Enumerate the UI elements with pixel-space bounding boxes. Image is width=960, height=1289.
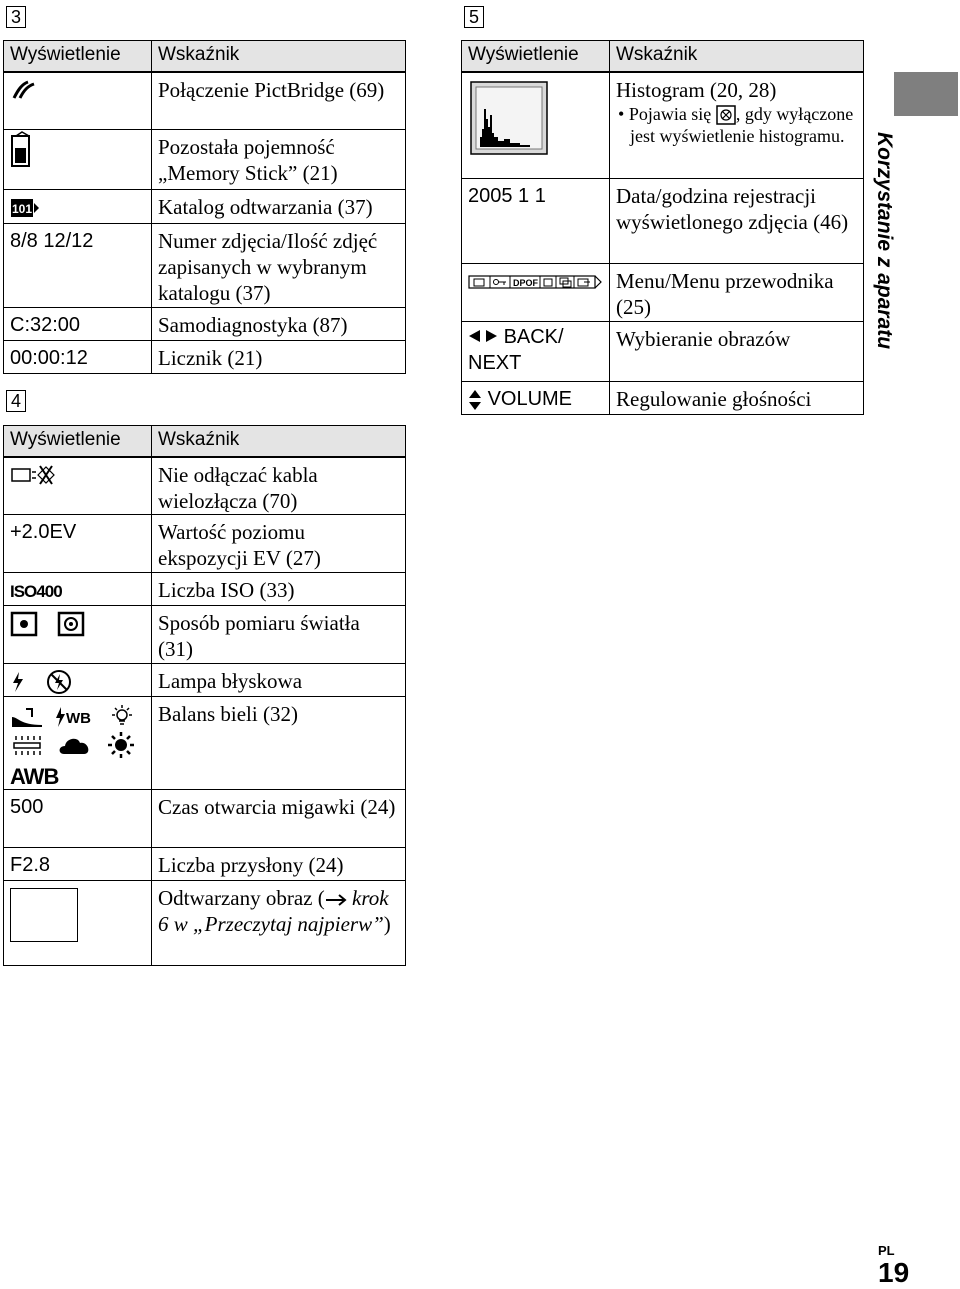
table-row — [4, 881, 406, 966]
arrow-right-icon — [325, 894, 347, 906]
indicator-desc: Sposób pomiaru światła (31) — [152, 606, 406, 664]
pictbridge-icon — [10, 78, 36, 102]
indicator-desc: Liczba ISO (33) — [152, 573, 406, 606]
header-display: Wyświetlenie — [4, 426, 152, 457]
white-balance-fluorescent-icon — [10, 732, 44, 758]
display-value: VOLUME — [487, 388, 573, 410]
white-balance-flash-icon — [54, 705, 96, 729]
table-row — [4, 341, 406, 374]
indicator-desc: Numer zdjęcia/Ilość zdjęć zapisanych w wybranym katalogu (37) — [152, 224, 406, 308]
header-indicator: Wskaźnik — [610, 41, 864, 72]
indicator-desc: Wartość poziomu ekspozycji EV (27) — [152, 515, 406, 573]
display-value: 2005 1 1 — [462, 179, 610, 264]
histogram-off-icon — [716, 105, 736, 125]
indicator-desc: Menu/Menu przewodnika (25) — [610, 264, 864, 322]
table-row — [4, 573, 406, 606]
display-value: +2.0EV — [4, 515, 152, 573]
center-weighted-metering-icon — [56, 611, 86, 637]
flash-off-icon — [46, 669, 72, 695]
iso-400-icon — [10, 580, 64, 602]
up-down-arrows-icon — [468, 389, 482, 411]
header-display: Wyświetlenie — [462, 41, 610, 72]
svg-text:ISO400: ISO400 — [10, 581, 62, 601]
display-value: 500 — [4, 790, 152, 848]
display-value: F2.8 — [4, 848, 152, 881]
table-row — [4, 664, 406, 697]
table-row — [4, 515, 406, 573]
indicator-bullet: • Pojawia się , gdy wyłączone jest wyświetlenie histogramu. — [618, 103, 854, 147]
page-number: 19 — [878, 1257, 910, 1288]
table-row — [4, 790, 406, 848]
display-value: 8/8 12/12 — [4, 224, 152, 308]
chapter-tab-marker — [894, 72, 958, 116]
indicator-desc: Pozostała pojemność „Memory Stick” (21) — [152, 130, 406, 190]
table-row — [4, 130, 406, 190]
table-section-3 — [3, 40, 406, 374]
header-display: Wyświetlenie — [4, 41, 152, 72]
do-not-disconnect-cable-icon — [10, 463, 56, 487]
playback-folder-101-icon — [10, 197, 40, 219]
section-number-5: 5 — [464, 6, 484, 28]
indicator-desc: Licznik (21) — [152, 341, 406, 374]
display-value: C:32:00 — [4, 308, 152, 341]
table-header — [462, 41, 864, 72]
table-row — [4, 697, 406, 790]
table-row — [462, 264, 864, 322]
indicator-desc: Odtwarzany obraz ( krok 6 w „Przeczytaj najpierw”) — [152, 881, 406, 966]
table-row — [4, 72, 406, 130]
display-value: BACK/ NEXT — [468, 326, 564, 374]
auto-white-balance-icon — [10, 762, 59, 789]
indicator-desc: Lampa błyskowa — [152, 664, 406, 697]
table-section-5 — [461, 40, 864, 415]
table-row — [4, 848, 406, 881]
spot-metering-icon — [10, 611, 38, 637]
table-row — [462, 72, 864, 179]
svg-text:DPOF: DPOF — [513, 277, 539, 288]
indicator-desc: Histogram (20, 28) — [616, 77, 777, 102]
table-section-4 — [3, 425, 406, 966]
table-row — [4, 457, 406, 515]
histogram-thumbnail — [468, 79, 550, 157]
table-row — [4, 606, 406, 664]
table-row — [4, 190, 406, 224]
table-row — [462, 382, 864, 415]
indicator-desc: Czas otwarcia migawki (24) — [152, 790, 406, 848]
table-header — [4, 41, 406, 72]
flash-icon — [10, 670, 26, 694]
table-header — [4, 426, 406, 457]
svg-text:AWB: AWB — [10, 763, 59, 789]
header-indicator: Wskaźnik — [152, 41, 406, 72]
white-balance-cloudy-icon — [58, 732, 94, 758]
chapter-title: Korzystanie z aparatu — [873, 132, 896, 350]
language-code: PL — [878, 1243, 895, 1258]
table-row — [462, 179, 864, 264]
left-right-arrows-icon — [468, 329, 498, 343]
table-row — [462, 322, 864, 382]
indicator-desc: Połączenie PictBridge (69) — [152, 72, 406, 130]
indicator-desc: Nie odłączać kabla wielozłącza (70) — [152, 457, 406, 515]
table-row — [4, 308, 406, 341]
svg-text:WB: WB — [65, 709, 91, 727]
indicator-desc: Regulowanie głośności — [610, 382, 864, 415]
white-balance-daylight-shade-icon — [10, 705, 44, 729]
svg-text:101: 101 — [11, 201, 33, 216]
table-row — [4, 224, 406, 308]
white-balance-daylight-icon — [107, 731, 135, 759]
section-number-4: 4 — [6, 390, 26, 412]
indicator-desc: Wybieranie obrazów — [610, 322, 864, 382]
indicator-desc: Data/godzina rejestracji wyświetlonego zdjęcia (46) — [610, 179, 864, 264]
section-number-3: 3 — [6, 6, 26, 28]
playback-image-frame — [10, 888, 78, 942]
indicator-desc: Balans bieli (32) — [152, 697, 406, 790]
display-value: 00:00:12 — [4, 341, 152, 374]
menu-guide-bar-icons — [468, 273, 602, 291]
indicator-desc: Liczba przysłony (24) — [152, 848, 406, 881]
white-balance-incandescent-icon — [107, 704, 137, 730]
memory-stick-remaining-icon — [10, 134, 32, 168]
header-indicator: Wskaźnik — [152, 426, 406, 457]
indicator-desc: Samodiagnostyka (87) — [152, 308, 406, 341]
indicator-desc: Katalog odtwarzania (37) — [152, 190, 406, 224]
